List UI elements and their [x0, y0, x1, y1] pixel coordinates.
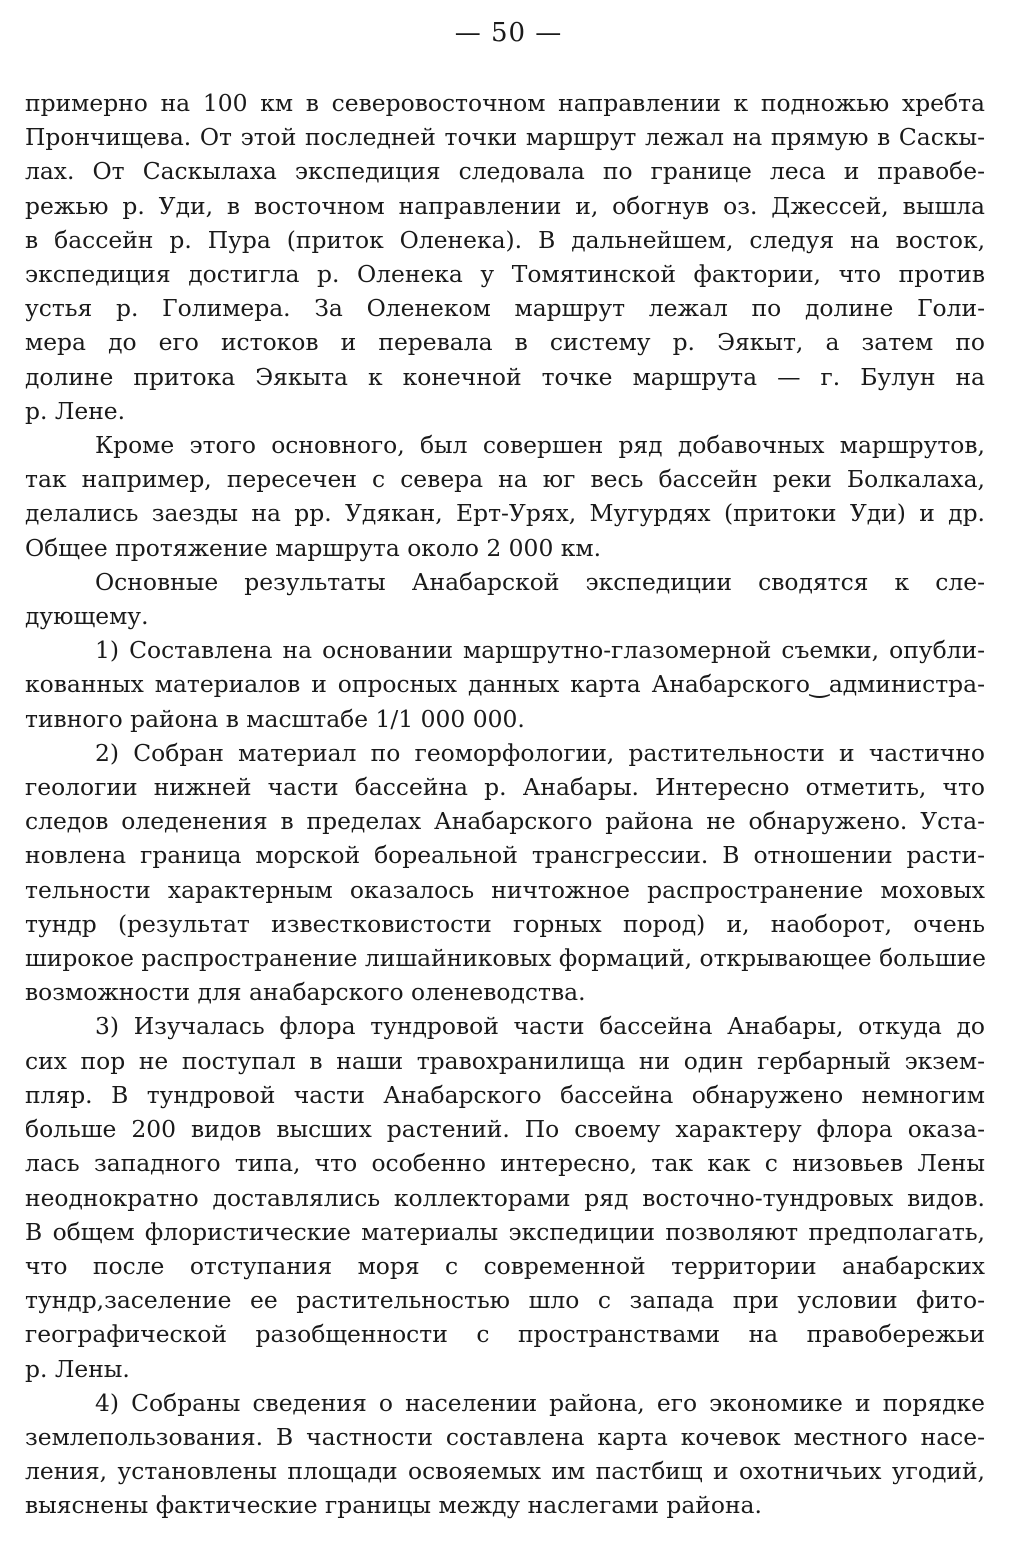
text-line: устья р. Голимера. За Оленеком маршрут лежал по долине Голи- — [25, 294, 985, 323]
text-line: экспедиция достигла р. Оленека у Томятинской фактории, что против — [25, 260, 985, 289]
text-line: тельности характерным оказалось ничтожное распространение моховых — [25, 875, 985, 904]
text-line: примерно на 100 км в северовосточном направлении к подножью хребта — [25, 89, 985, 117]
result-item-4 — [25, 1386, 985, 1523]
text-line: геологии нижней части бассейна р. Анабары. Интересно отметить, что — [25, 773, 985, 802]
text-line: режью р. Уди, в восточном направлении и, обогнув оз. Джессей, вышла — [25, 191, 985, 220]
text-line: Кроме этого основного, был совершен ряд добавочных маршрутов, — [95, 431, 985, 460]
text-line: больше 200 видов высших растений. По своему характеру флора оказа- — [25, 1115, 985, 1144]
text-line: мера до его истоков и перевала в систему р. Эякыт, а затем по — [25, 328, 985, 357]
text-line: так например, пересечен с севера на юг весь бассейн реки Болкалаха, — [25, 465, 985, 494]
paragraph-route-description — [25, 86, 985, 428]
paragraph-additional-routes — [25, 428, 985, 565]
result-item-3 — [25, 1009, 985, 1385]
text-line: выяснены фактические границы между наслегами района. — [25, 1491, 762, 1520]
text-line: неоднократно доставлялись коллекторами ряд восточно-тундровых видов. — [25, 1183, 985, 1212]
text-line: землепользования. В частности составлена карта кочевок местного насе- — [25, 1422, 985, 1451]
text-line: дующему. — [25, 602, 149, 631]
text-line: сих пор не поступал в наши травохранилища ни один гербарный экзем- — [25, 1046, 985, 1075]
text-line: следов оледенения в пределах Анабарского района не обнаружено. Уста- — [25, 807, 985, 836]
text-line: делались заезды на рр. Удякан, Ерт-Урях, Мугурдях (притоки Уди) и др. — [25, 499, 985, 528]
text-line: тивного района в масштабе 1/1 000 000. — [25, 704, 525, 733]
text-line: пляр. В тундровой части Анабарского бассейна обнаружено немногим — [25, 1080, 985, 1109]
text-line: новлена граница морской бореальной трансгрессии. В отношении расти- — [25, 841, 985, 870]
text-line: Основные результаты Анабарской экспедиции сводятся к сле- — [95, 567, 985, 596]
text-line: лась западного типа, что особенно интересно, так как с низовьев Лены — [25, 1149, 985, 1178]
text-line: в бассейн р. Пура (приток Оленека). В дальнейшем, следуя на восток, — [25, 225, 985, 254]
text-line: 4) Собраны сведения о населении района, его экономике и порядке — [95, 1388, 985, 1417]
text-line: р. Лены. — [25, 1354, 130, 1383]
text-line: широкое распространение лишайниковых формаций, открывающее большие — [25, 944, 987, 973]
text-line: что после отступания моря с современной территории анабарских — [25, 1251, 985, 1280]
text-line: географической разобщенности с пространствами на правобережьи — [25, 1320, 985, 1349]
text-line: Общее протяжение маршрута около 2 000 км. — [25, 533, 602, 562]
text-line: кованных материалов и опросных данных карта Анабарского‿администра- — [25, 670, 985, 699]
page-number: — 50 — — [454, 18, 563, 48]
paragraph-results-intro — [25, 565, 985, 633]
result-item-1 — [25, 633, 985, 736]
page-body — [25, 86, 985, 1523]
text-line: лах. От Саскылаха экспедиция следовала по границе леса и правобе- — [25, 157, 985, 186]
text-line: В общем флористические материалы экспедиции позволяют предполагать, — [25, 1217, 985, 1246]
text-line: 2) Собран материал по геоморфологии, растительности и частично — [95, 738, 985, 767]
text-line: тундр (результат известковистости горных пород) и, наоборот, очень — [25, 909, 985, 938]
text-line: возможности для анабарского оленеводства. — [25, 978, 586, 1007]
text-line: ления, установлены площади освояемых им пастбищ и охотничьих угодий, — [25, 1457, 985, 1486]
text-line: Прончищева. От этой последней точки маршрут лежал на прямую в Саскы- — [25, 123, 985, 152]
text-line: долине притока Эякыта к конечной точке маршрута — г. Булун на — [25, 362, 985, 391]
text-line: 3) Изучалась флора тундровой части бассейна Анабары, откуда до — [95, 1012, 985, 1041]
text-line: тундр,заселение ее растительностью шло с запада при условии фито- — [25, 1286, 985, 1315]
text-line: 1) Составлена на основании маршрутно-глазомерной съемки, опубли- — [95, 636, 985, 665]
text-line: р. Лене. — [25, 396, 126, 425]
result-item-2 — [25, 736, 985, 1010]
